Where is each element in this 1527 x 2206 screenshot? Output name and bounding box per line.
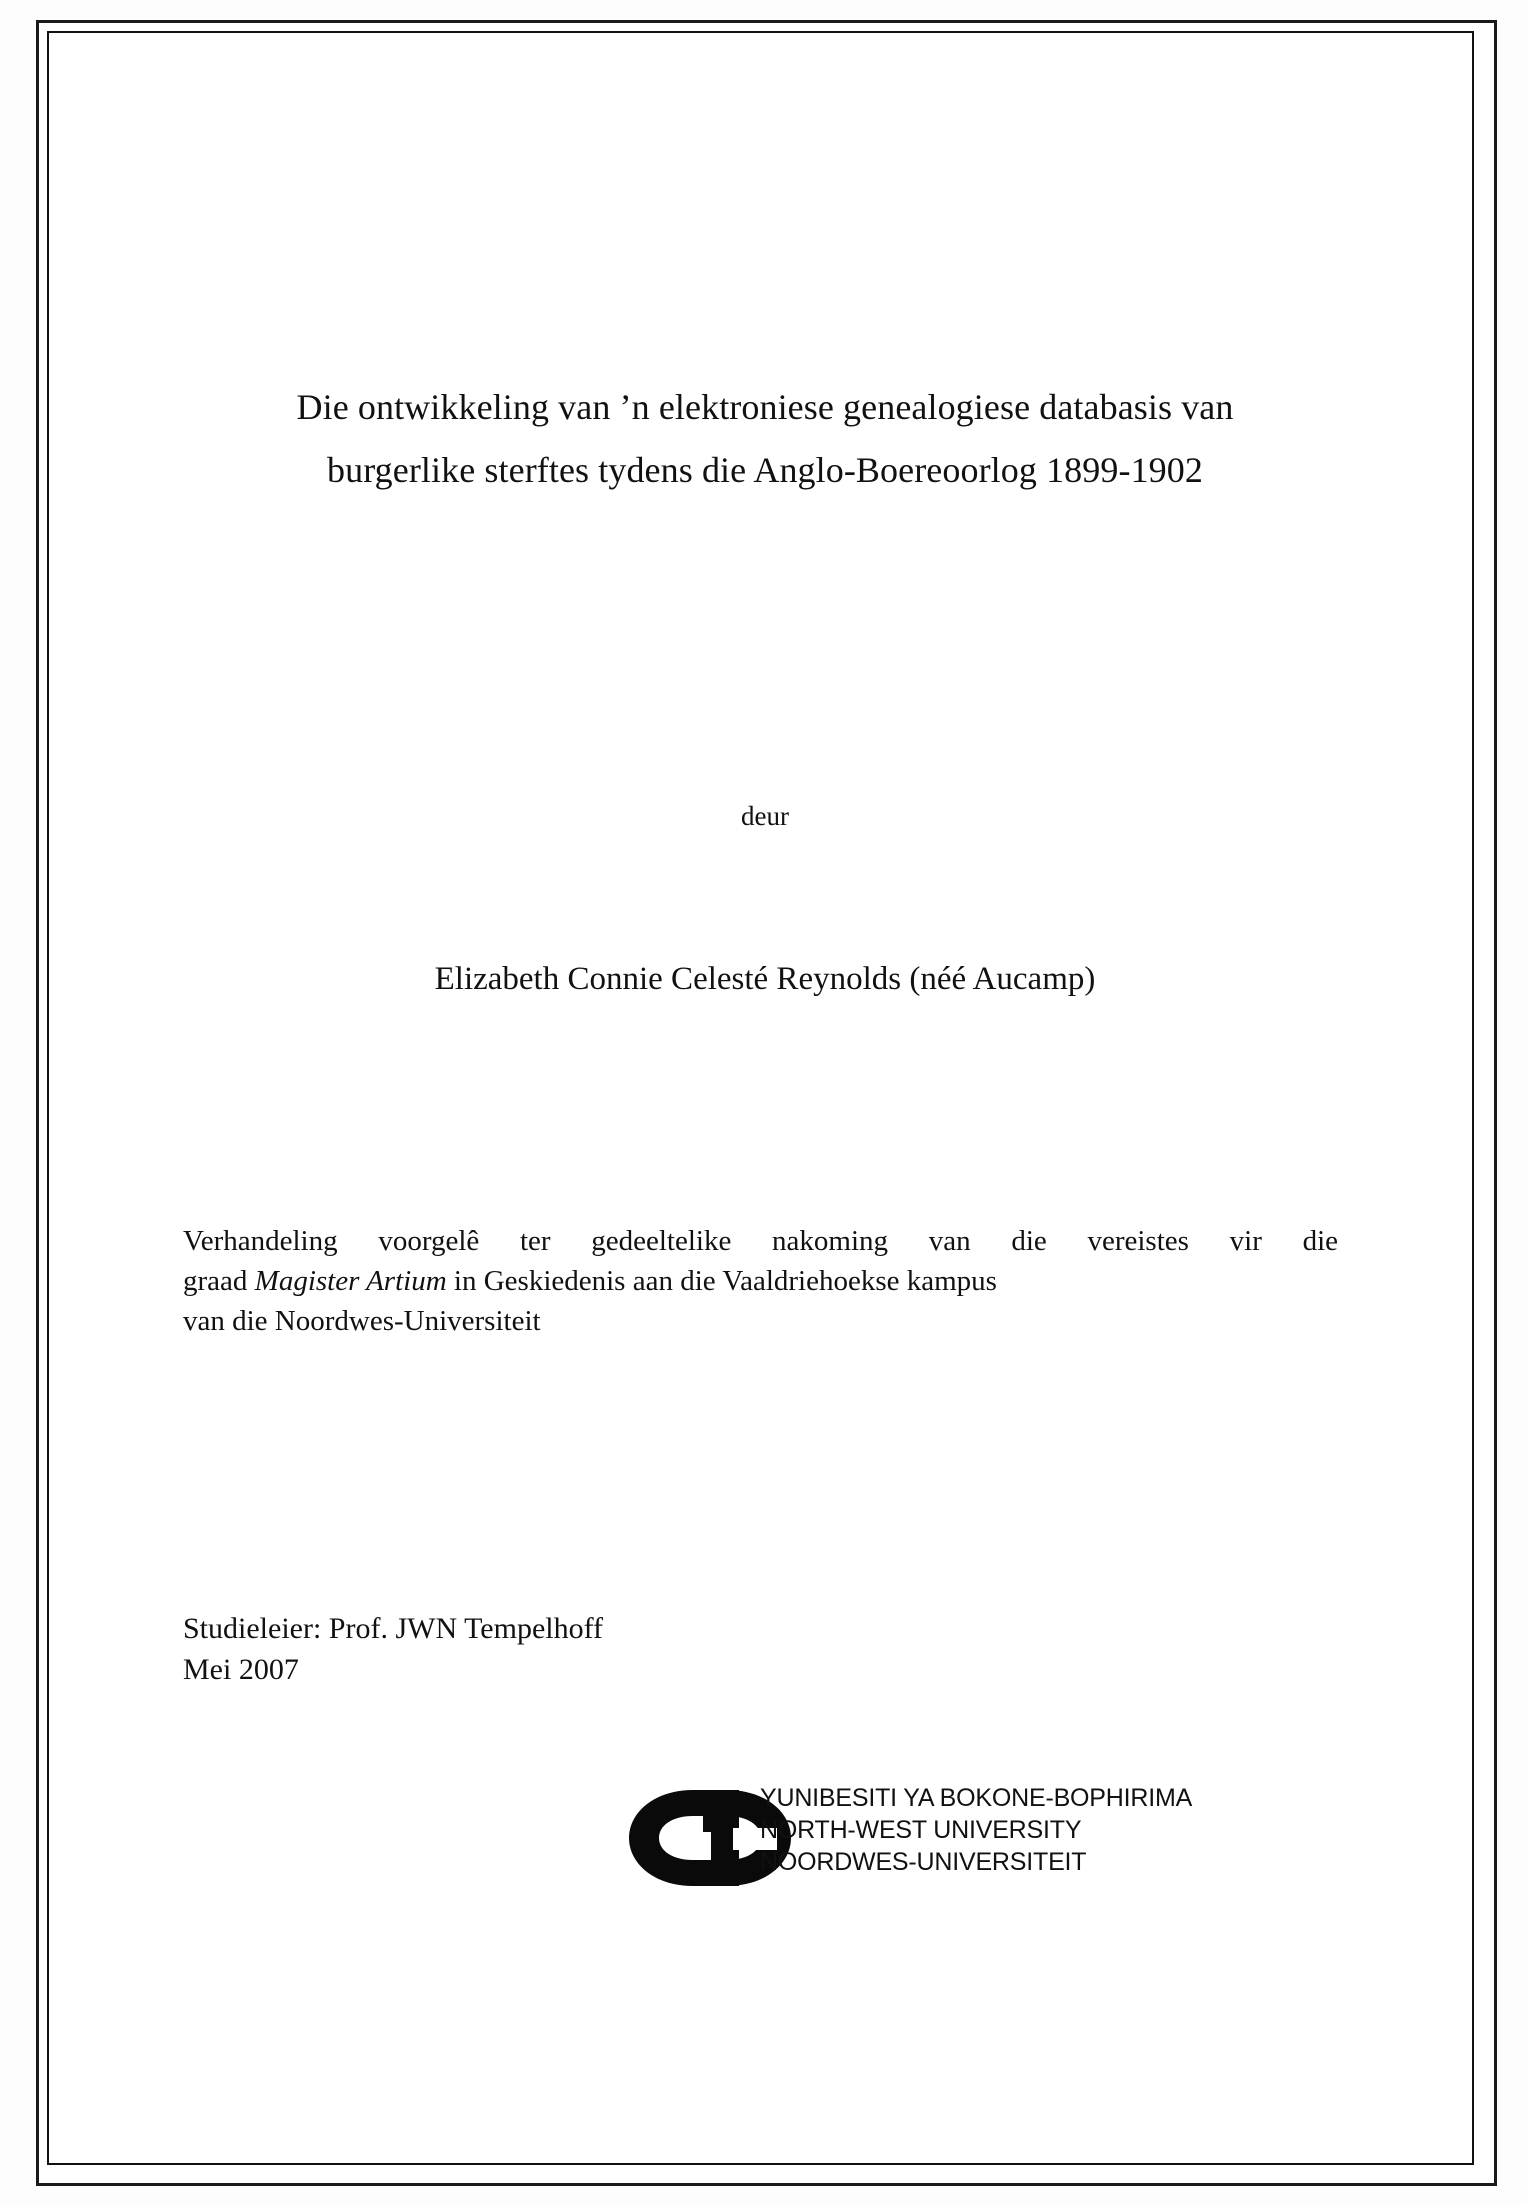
university-logo-text xyxy=(760,1782,1260,1878)
degree-name: Magister Artium xyxy=(254,1265,447,1298)
supervisor-block xyxy=(183,1609,1083,1690)
university-logo xyxy=(615,1776,1255,1906)
submission-date: Mei 2007 xyxy=(183,1652,299,1686)
statement-line-2-suffix: in Geskiedenis aan die Vaaldriehoekse kampus xyxy=(446,1265,997,1298)
title-line-1: Die ontwikkeling van ’n elektroniese genealogiese databasis van xyxy=(296,387,1234,427)
logo-line-2: NORTH-WEST UNIVERSITY xyxy=(760,1816,1082,1844)
title-page-content xyxy=(175,31,1355,2161)
statement-line-2 xyxy=(183,1261,1338,1301)
page-title xyxy=(185,376,1345,502)
supervisor-name: Studieleier: Prof. JWN Tempelhoff xyxy=(183,1612,604,1645)
degree-statement xyxy=(183,1221,1338,1341)
statement-line-1: Verhandeling voorgelê ter gedeeltelike nakoming van die vereistes vir die xyxy=(183,1225,1338,1257)
title-line-2: burgerlike sterftes tydens die Anglo-Boereoorlog 1899-1902 xyxy=(327,450,1203,490)
logo-line-1: YUNIBESITI YA BOKONE-BOPHIRIMA xyxy=(760,1784,1193,1812)
logo-line-3: NOORDWES-UNIVERSITEIT xyxy=(760,1848,1087,1876)
statement-line-3: van die Noordwes-Universiteit xyxy=(183,1305,541,1338)
statement-line-2-prefix: graad xyxy=(183,1265,255,1298)
by-label: deur xyxy=(741,801,789,831)
author-name: Elizabeth Connie Celesté Reynolds (néé Aucamp) xyxy=(434,961,1096,997)
